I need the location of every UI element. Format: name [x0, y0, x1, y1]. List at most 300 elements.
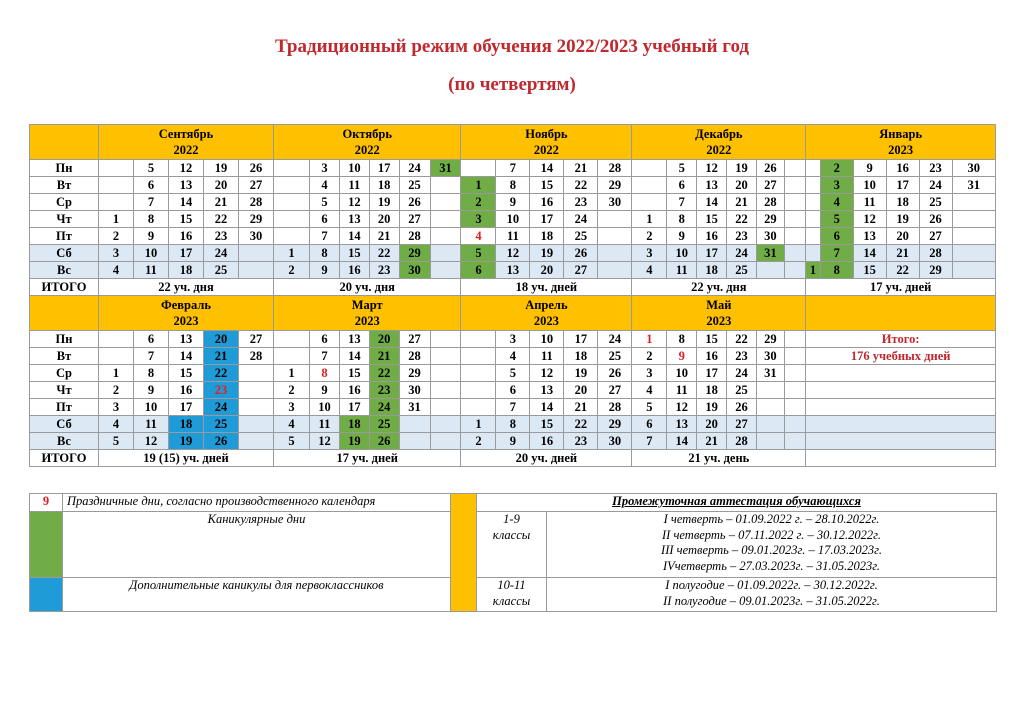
day-cell: 19	[369, 194, 399, 211]
group1-label-line2: классы	[492, 527, 531, 542]
day-cell: 8	[310, 245, 340, 262]
month-name: Октябрь	[342, 127, 392, 141]
day-cell	[461, 399, 496, 416]
day-cell: 13	[168, 177, 203, 194]
day-cell: 19	[530, 245, 564, 262]
day-cell: 27	[727, 416, 757, 433]
day-cell: 25	[203, 416, 238, 433]
day-cell: 4	[461, 228, 496, 245]
month-year: 2022	[706, 143, 732, 157]
attestation-title: Промежуточная аттестация обучающихся	[477, 494, 997, 512]
day-cell: 22	[203, 211, 238, 228]
day-cell: 6	[133, 331, 168, 348]
week-row	[30, 160, 996, 177]
day-cell	[461, 365, 496, 382]
day-cell: 6	[310, 211, 340, 228]
day-cell: 21	[564, 399, 598, 416]
day-cell: 2	[274, 262, 310, 279]
day-cell: 3	[274, 399, 310, 416]
day-cell: 16	[339, 382, 369, 399]
day-cell	[952, 262, 996, 279]
day-cell: 24	[598, 331, 632, 348]
day-cell: 12	[667, 399, 697, 416]
day-cell	[632, 177, 667, 194]
day-cell: 22	[564, 416, 598, 433]
day-cell	[461, 382, 496, 399]
day-cell: 1	[461, 177, 496, 194]
day-cell: 19	[339, 433, 369, 450]
day-cell: 21	[727, 194, 757, 211]
day-cell: 7	[632, 433, 667, 450]
day-cell: 3	[820, 177, 853, 194]
day-cell: 8	[820, 262, 853, 279]
day-cell	[598, 211, 632, 228]
day-cell: 3	[496, 331, 530, 348]
day-label: Чт	[30, 382, 99, 399]
day-cell: 11	[853, 194, 886, 211]
day-cell: 17	[564, 331, 598, 348]
day-cell: 14	[168, 348, 203, 365]
day-cell: 5	[310, 194, 340, 211]
day-cell: 13	[339, 331, 369, 348]
day-cell	[784, 160, 806, 177]
period-line: III четверть – 09.01.2023г. – 17.03.2023г.	[661, 543, 882, 557]
day-cell: 18	[339, 416, 369, 433]
month-year: 2023	[706, 314, 732, 328]
day-cell: 3	[98, 399, 133, 416]
legend-table	[29, 493, 997, 612]
day-cell: 16	[168, 228, 203, 245]
group1-label-line1: 1-9	[503, 512, 520, 526]
day-cell: 18	[168, 416, 203, 433]
day-cell	[399, 433, 430, 450]
day-cell	[806, 160, 820, 177]
day-cell	[274, 211, 310, 228]
day-cell: 15	[530, 177, 564, 194]
day-cell	[461, 331, 496, 348]
day-cell: 25	[564, 228, 598, 245]
day-cell	[98, 194, 133, 211]
day-cell: 10	[667, 245, 697, 262]
day-cell: 20	[886, 228, 919, 245]
week-row	[30, 399, 996, 416]
day-cell: 27	[399, 211, 430, 228]
period-line: IVчетверть – 27.03.2023г. – 31.05.2023г.	[662, 558, 881, 573]
day-cell: 8	[667, 331, 697, 348]
day-cell	[461, 348, 496, 365]
day-cell	[806, 228, 820, 245]
day-cell: 5	[667, 160, 697, 177]
day-cell: 16	[697, 348, 727, 365]
day-cell: 13	[339, 211, 369, 228]
month-total: 20 уч. дней	[461, 450, 632, 467]
day-cell: 7	[310, 348, 340, 365]
month-header	[274, 296, 461, 331]
day-cell: 8	[496, 177, 530, 194]
day-cell: 18	[530, 228, 564, 245]
day-cell: 30	[399, 382, 430, 399]
month-total: 20 уч. дня	[274, 279, 461, 296]
day-cell: 26	[238, 160, 273, 177]
day-cell: 27	[238, 331, 273, 348]
day-cell: 11	[133, 416, 168, 433]
day-cell: 20	[530, 262, 564, 279]
day-cell	[238, 245, 273, 262]
day-cell: 29	[756, 331, 784, 348]
day-cell: 24	[564, 211, 598, 228]
day-cell: 1	[461, 416, 496, 433]
period-line: I четверть – 01.09.2022 г. – 28.10.2022г.	[663, 512, 880, 526]
month-name: Январь	[879, 127, 923, 141]
day-cell	[632, 194, 667, 211]
day-cell: 15	[168, 365, 203, 382]
day-cell	[598, 262, 632, 279]
day-cell: 15	[697, 331, 727, 348]
day-cell: 26	[203, 433, 238, 450]
month-name: Февраль	[161, 298, 211, 312]
day-cell: 24	[727, 245, 757, 262]
day-cell: 17	[369, 160, 399, 177]
day-cell	[399, 416, 430, 433]
day-cell: 11	[530, 348, 564, 365]
day-cell: 12	[168, 160, 203, 177]
day-cell: 4	[98, 262, 133, 279]
day-cell	[784, 348, 806, 365]
day-cell: 14	[168, 194, 203, 211]
day-cell	[632, 160, 667, 177]
day-label: Пн	[30, 331, 99, 348]
day-cell: 8	[133, 211, 168, 228]
day-cell	[430, 365, 461, 382]
day-cell	[598, 245, 632, 262]
day-cell: 9	[496, 433, 530, 450]
month-total: 22 уч. дня	[98, 279, 273, 296]
day-cell	[238, 365, 273, 382]
day-cell: 2	[461, 194, 496, 211]
day-cell: 19	[697, 399, 727, 416]
day-label: Пт	[30, 228, 99, 245]
day-cell: 21	[203, 348, 238, 365]
month-total: 17 уч. дней	[806, 279, 996, 296]
day-cell	[784, 228, 806, 245]
day-cell: 11	[496, 228, 530, 245]
week-row	[30, 211, 996, 228]
day-cell: 20	[203, 331, 238, 348]
day-cell: 30	[952, 160, 996, 177]
day-cell: 28	[598, 399, 632, 416]
month-header	[274, 125, 461, 160]
day-cell	[806, 194, 820, 211]
day-cell: 7	[496, 160, 530, 177]
day-cell: 13	[168, 331, 203, 348]
day-cell	[274, 348, 310, 365]
day-cell: 30	[238, 228, 273, 245]
day-cell: 11	[339, 177, 369, 194]
day-cell: 21	[203, 194, 238, 211]
day-cell: 22	[886, 262, 919, 279]
itogo-row	[30, 279, 996, 296]
day-cell	[756, 262, 784, 279]
day-cell	[784, 433, 806, 450]
day-cell: 16	[168, 382, 203, 399]
day-cell: 28	[238, 194, 273, 211]
day-cell: 2	[461, 433, 496, 450]
day-cell: 23	[564, 194, 598, 211]
group2-periods	[547, 578, 997, 612]
week-row	[30, 416, 996, 433]
day-cell	[430, 262, 461, 279]
day-cell	[274, 160, 310, 177]
day-cell: 15	[697, 211, 727, 228]
day-cell: 18	[168, 262, 203, 279]
day-cell: 16	[339, 262, 369, 279]
day-cell: 25	[919, 194, 952, 211]
day-cell: 10	[133, 245, 168, 262]
day-cell: 7	[496, 399, 530, 416]
day-cell: 1	[806, 262, 820, 279]
day-cell: 8	[133, 365, 168, 382]
day-cell: 17	[886, 177, 919, 194]
day-cell: 25	[369, 416, 399, 433]
day-cell: 18	[697, 382, 727, 399]
day-cell: 10	[339, 160, 369, 177]
day-cell	[238, 262, 273, 279]
day-cell: 29	[598, 416, 632, 433]
day-cell	[430, 399, 461, 416]
day-cell: 7	[133, 348, 168, 365]
month-header	[632, 125, 806, 160]
day-cell: 9	[853, 160, 886, 177]
day-cell: 20	[369, 211, 399, 228]
month-year: 2023	[354, 314, 380, 328]
day-cell: 16	[697, 228, 727, 245]
day-label: Ср	[30, 365, 99, 382]
group2-label-line2: классы	[492, 593, 531, 608]
day-cell: 9	[496, 194, 530, 211]
day-label: Вс	[30, 262, 99, 279]
month-year: 2023	[173, 314, 199, 328]
day-cell: 26	[919, 211, 952, 228]
day-cell: 29	[598, 177, 632, 194]
day-cell: 3	[461, 211, 496, 228]
month-total: 21 уч. день	[632, 450, 806, 467]
day-cell: 17	[530, 211, 564, 228]
month-header	[806, 125, 996, 160]
vacation-swatch	[30, 512, 63, 578]
day-cell: 1	[98, 211, 133, 228]
day-cell: 6	[820, 228, 853, 245]
day-cell: 20	[727, 177, 757, 194]
day-cell: 8	[496, 416, 530, 433]
itogo-label: ИТОГО	[30, 279, 99, 296]
day-cell: 19	[168, 433, 203, 450]
day-cell: 31	[756, 245, 784, 262]
day-cell	[430, 433, 461, 450]
day-cell: 14	[853, 245, 886, 262]
day-cell: 14	[697, 194, 727, 211]
month-year: 2022	[173, 143, 199, 157]
day-cell: 18	[369, 177, 399, 194]
day-label: Сб	[30, 245, 99, 262]
day-cell: 5	[632, 399, 667, 416]
month-name: Ноябрь	[525, 127, 568, 141]
itogo-label: ИТОГО	[30, 450, 99, 467]
day-cell: 21	[369, 228, 399, 245]
day-cell: 6	[310, 331, 340, 348]
day-cell: 20	[697, 416, 727, 433]
day-cell: 25	[727, 262, 757, 279]
day-cell: 7	[133, 194, 168, 211]
day-cell	[430, 194, 461, 211]
day-cell	[784, 262, 806, 279]
day-cell: 14	[339, 348, 369, 365]
day-cell: 26	[756, 160, 784, 177]
day-cell: 21	[564, 160, 598, 177]
day-cell	[430, 416, 461, 433]
day-cell: 12	[853, 211, 886, 228]
day-cell: 20	[564, 382, 598, 399]
day-cell: 21	[369, 348, 399, 365]
day-cell: 5	[461, 245, 496, 262]
day-cell: 15	[339, 365, 369, 382]
day-cell: 12	[339, 194, 369, 211]
week-row	[30, 348, 996, 365]
period-line: II полугодие – 09.01.2023г. – 31.05.2022г.	[663, 593, 880, 608]
group1-label	[477, 512, 547, 578]
day-cell	[430, 348, 461, 365]
day-cell: 16	[530, 194, 564, 211]
day-cell: 13	[697, 177, 727, 194]
month-total: 22 уч. дня	[632, 279, 806, 296]
day-cell	[806, 177, 820, 194]
day-cell	[756, 416, 784, 433]
day-cell: 25	[598, 348, 632, 365]
day-cell	[952, 228, 996, 245]
day-cell: 17	[168, 245, 203, 262]
day-cell: 1	[98, 365, 133, 382]
day-cell: 2	[632, 348, 667, 365]
week-row	[30, 433, 996, 450]
day-cell: 22	[564, 177, 598, 194]
day-cell: 6	[667, 177, 697, 194]
month-name: Апрель	[525, 298, 568, 312]
day-cell: 4	[98, 416, 133, 433]
month-year: 2023	[533, 314, 559, 328]
day-cell: 25	[203, 262, 238, 279]
day-cell: 12	[496, 245, 530, 262]
day-cell: 24	[369, 399, 399, 416]
month-year: 2022	[533, 143, 559, 157]
day-cell: 6	[496, 382, 530, 399]
day-cell: 22	[203, 365, 238, 382]
month-name: Сентябрь	[158, 127, 214, 141]
total-value: 176 учебных дней	[806, 348, 996, 365]
day-label: Вт	[30, 348, 99, 365]
day-cell: 11	[667, 382, 697, 399]
day-label: Вт	[30, 177, 99, 194]
day-cell: 15	[168, 211, 203, 228]
group2-label-line1: 10-11	[497, 578, 526, 592]
week-row	[30, 177, 996, 194]
day-cell: 20	[369, 331, 399, 348]
week-row	[30, 331, 996, 348]
day-cell: 27	[399, 331, 430, 348]
day-cell: 24	[203, 399, 238, 416]
day-cell: 5	[133, 160, 168, 177]
day-cell: 15	[339, 245, 369, 262]
day-cell: 8	[667, 211, 697, 228]
day-cell	[806, 245, 820, 262]
month-header	[98, 125, 273, 160]
day-cell: 27	[564, 262, 598, 279]
total-cell	[806, 433, 996, 450]
day-cell: 9	[667, 348, 697, 365]
day-cell: 30	[399, 262, 430, 279]
day-cell: 13	[853, 228, 886, 245]
day-cell: 11	[310, 416, 340, 433]
day-cell	[274, 331, 310, 348]
vacation-legend: Каникулярные дни	[63, 512, 451, 578]
day-cell: 26	[369, 433, 399, 450]
day-cell: 6	[133, 177, 168, 194]
day-cell: 24	[203, 245, 238, 262]
day-cell: 4	[632, 382, 667, 399]
day-cell: 2	[98, 382, 133, 399]
month-year: 2023	[888, 143, 914, 157]
day-cell: 3	[98, 245, 133, 262]
day-cell: 26	[564, 245, 598, 262]
day-cell: 5	[496, 365, 530, 382]
day-cell: 30	[756, 228, 784, 245]
day-cell: 9	[310, 262, 340, 279]
day-cell: 15	[853, 262, 886, 279]
day-cell: 21	[886, 245, 919, 262]
day-cell: 16	[886, 160, 919, 177]
day-cell	[784, 331, 806, 348]
day-cell: 22	[727, 331, 757, 348]
day-cell: 15	[530, 416, 564, 433]
day-cell: 13	[530, 382, 564, 399]
day-cell	[98, 331, 133, 348]
day-cell: 28	[598, 160, 632, 177]
extra-vacation-legend: Дополнительные каникулы для первоклассников	[63, 578, 451, 612]
day-label: Ср	[30, 194, 99, 211]
day-cell: 13	[667, 416, 697, 433]
day-cell: 2	[98, 228, 133, 245]
day-cell: 31	[399, 399, 430, 416]
day-cell: 19	[564, 365, 598, 382]
period-line: I полугодие – 01.09.2022г. – 30.12.2022г.	[665, 578, 878, 592]
month-name: Март	[351, 298, 383, 312]
day-label: Пт	[30, 399, 99, 416]
day-cell: 7	[310, 228, 340, 245]
day-cell: 3	[310, 160, 340, 177]
day-cell: 5	[274, 433, 310, 450]
day-cell: 28	[399, 228, 430, 245]
day-cell	[784, 211, 806, 228]
page-title: Традиционный режим обучения 2022/2023 учебный год	[274, 36, 750, 57]
day-cell: 9	[310, 382, 340, 399]
total-cell	[806, 450, 996, 467]
day-cell: 24	[919, 177, 952, 194]
day-cell: 22	[727, 211, 757, 228]
day-cell	[952, 194, 996, 211]
day-cell: 24	[399, 160, 430, 177]
day-cell: 10	[496, 211, 530, 228]
week-row	[30, 262, 996, 279]
day-cell	[952, 245, 996, 262]
day-cell: 2	[274, 382, 310, 399]
